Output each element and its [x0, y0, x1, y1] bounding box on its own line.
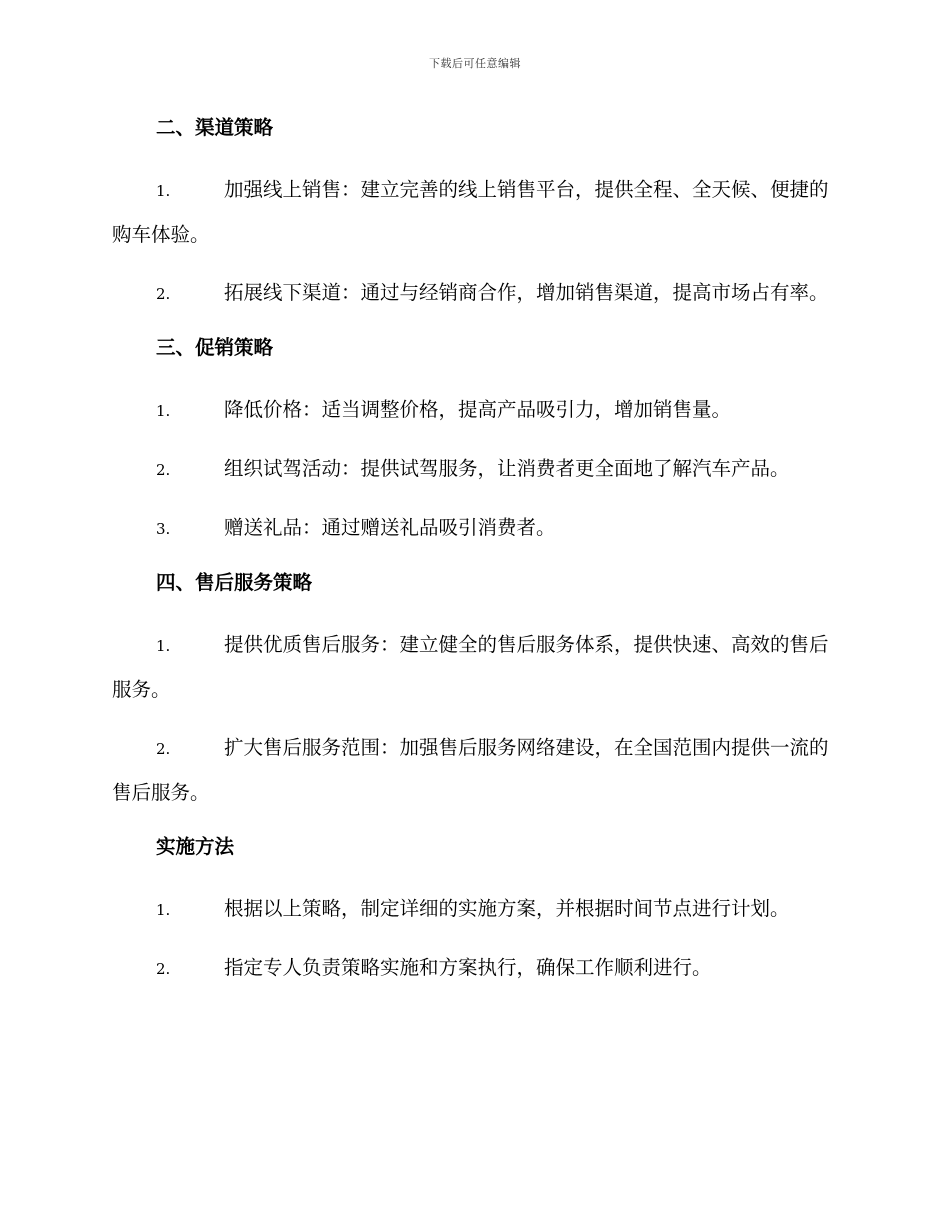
- item-text: 降低价格：适当调整价格，提高产品吸引力，增加销售量。: [224, 398, 732, 421]
- list-item: [112, 946, 834, 991]
- list-item: [112, 447, 834, 492]
- list-item: [112, 388, 834, 433]
- item-number: 2.: [156, 461, 171, 479]
- item-number: 2.: [156, 285, 171, 303]
- section-heading: 二、渠道策略: [156, 116, 274, 139]
- item-text: 根据以上策略，制定详细的实施方案，并根据时间节点进行计划。: [224, 897, 790, 920]
- list-item: [112, 726, 834, 815]
- section-channel-strategy: [112, 110, 834, 316]
- item-number: 3.: [156, 520, 171, 538]
- item-text: 组织试驾活动：提供试驾服务，让消费者更全面地了解汽车产品。: [224, 457, 790, 480]
- item-text: 拓展线下渠道：通过与经销商合作，增加销售渠道，提高市场占有率。: [224, 281, 829, 304]
- section-heading: 三、促销策略: [156, 336, 274, 359]
- list-item: [112, 506, 834, 551]
- item-text: 指定专人负责策略实施和方案执行，确保工作顺利进行。: [224, 956, 712, 979]
- item-text: 扩大售后服务范围：加强售后服务网络建设，在全国范围内提供一流的售后服务。: [112, 736, 829, 804]
- section-implementation-method: [112, 829, 834, 991]
- item-number: 1.: [156, 402, 171, 420]
- section-after-sales-strategy: [112, 565, 834, 815]
- section-heading: 实施方法: [156, 835, 235, 858]
- list-item: [112, 623, 834, 712]
- item-text: 提供优质售后服务：建立健全的售后服务体系，提供快速、高效的售后服务。: [112, 633, 829, 701]
- item-number: 1.: [156, 637, 171, 655]
- list-item: [112, 271, 834, 316]
- document-body: [112, 110, 834, 1005]
- item-text: 赠送礼品：通过赠送礼品吸引消费者。: [224, 516, 556, 539]
- item-number: 2.: [156, 740, 171, 758]
- item-number: 2.: [156, 960, 171, 978]
- list-item: [112, 168, 834, 257]
- header-note: 下载后可任意编辑: [429, 57, 521, 70]
- list-item: [112, 887, 834, 932]
- section-promotion-strategy: [112, 330, 834, 551]
- section-heading: 四、售后服务策略: [156, 571, 313, 594]
- item-number: 1.: [156, 182, 171, 200]
- item-text: 加强线上销售：建立完善的线上销售平台，提供全程、全天候、便捷的购车体验。: [112, 178, 829, 246]
- item-number: 1.: [156, 901, 171, 919]
